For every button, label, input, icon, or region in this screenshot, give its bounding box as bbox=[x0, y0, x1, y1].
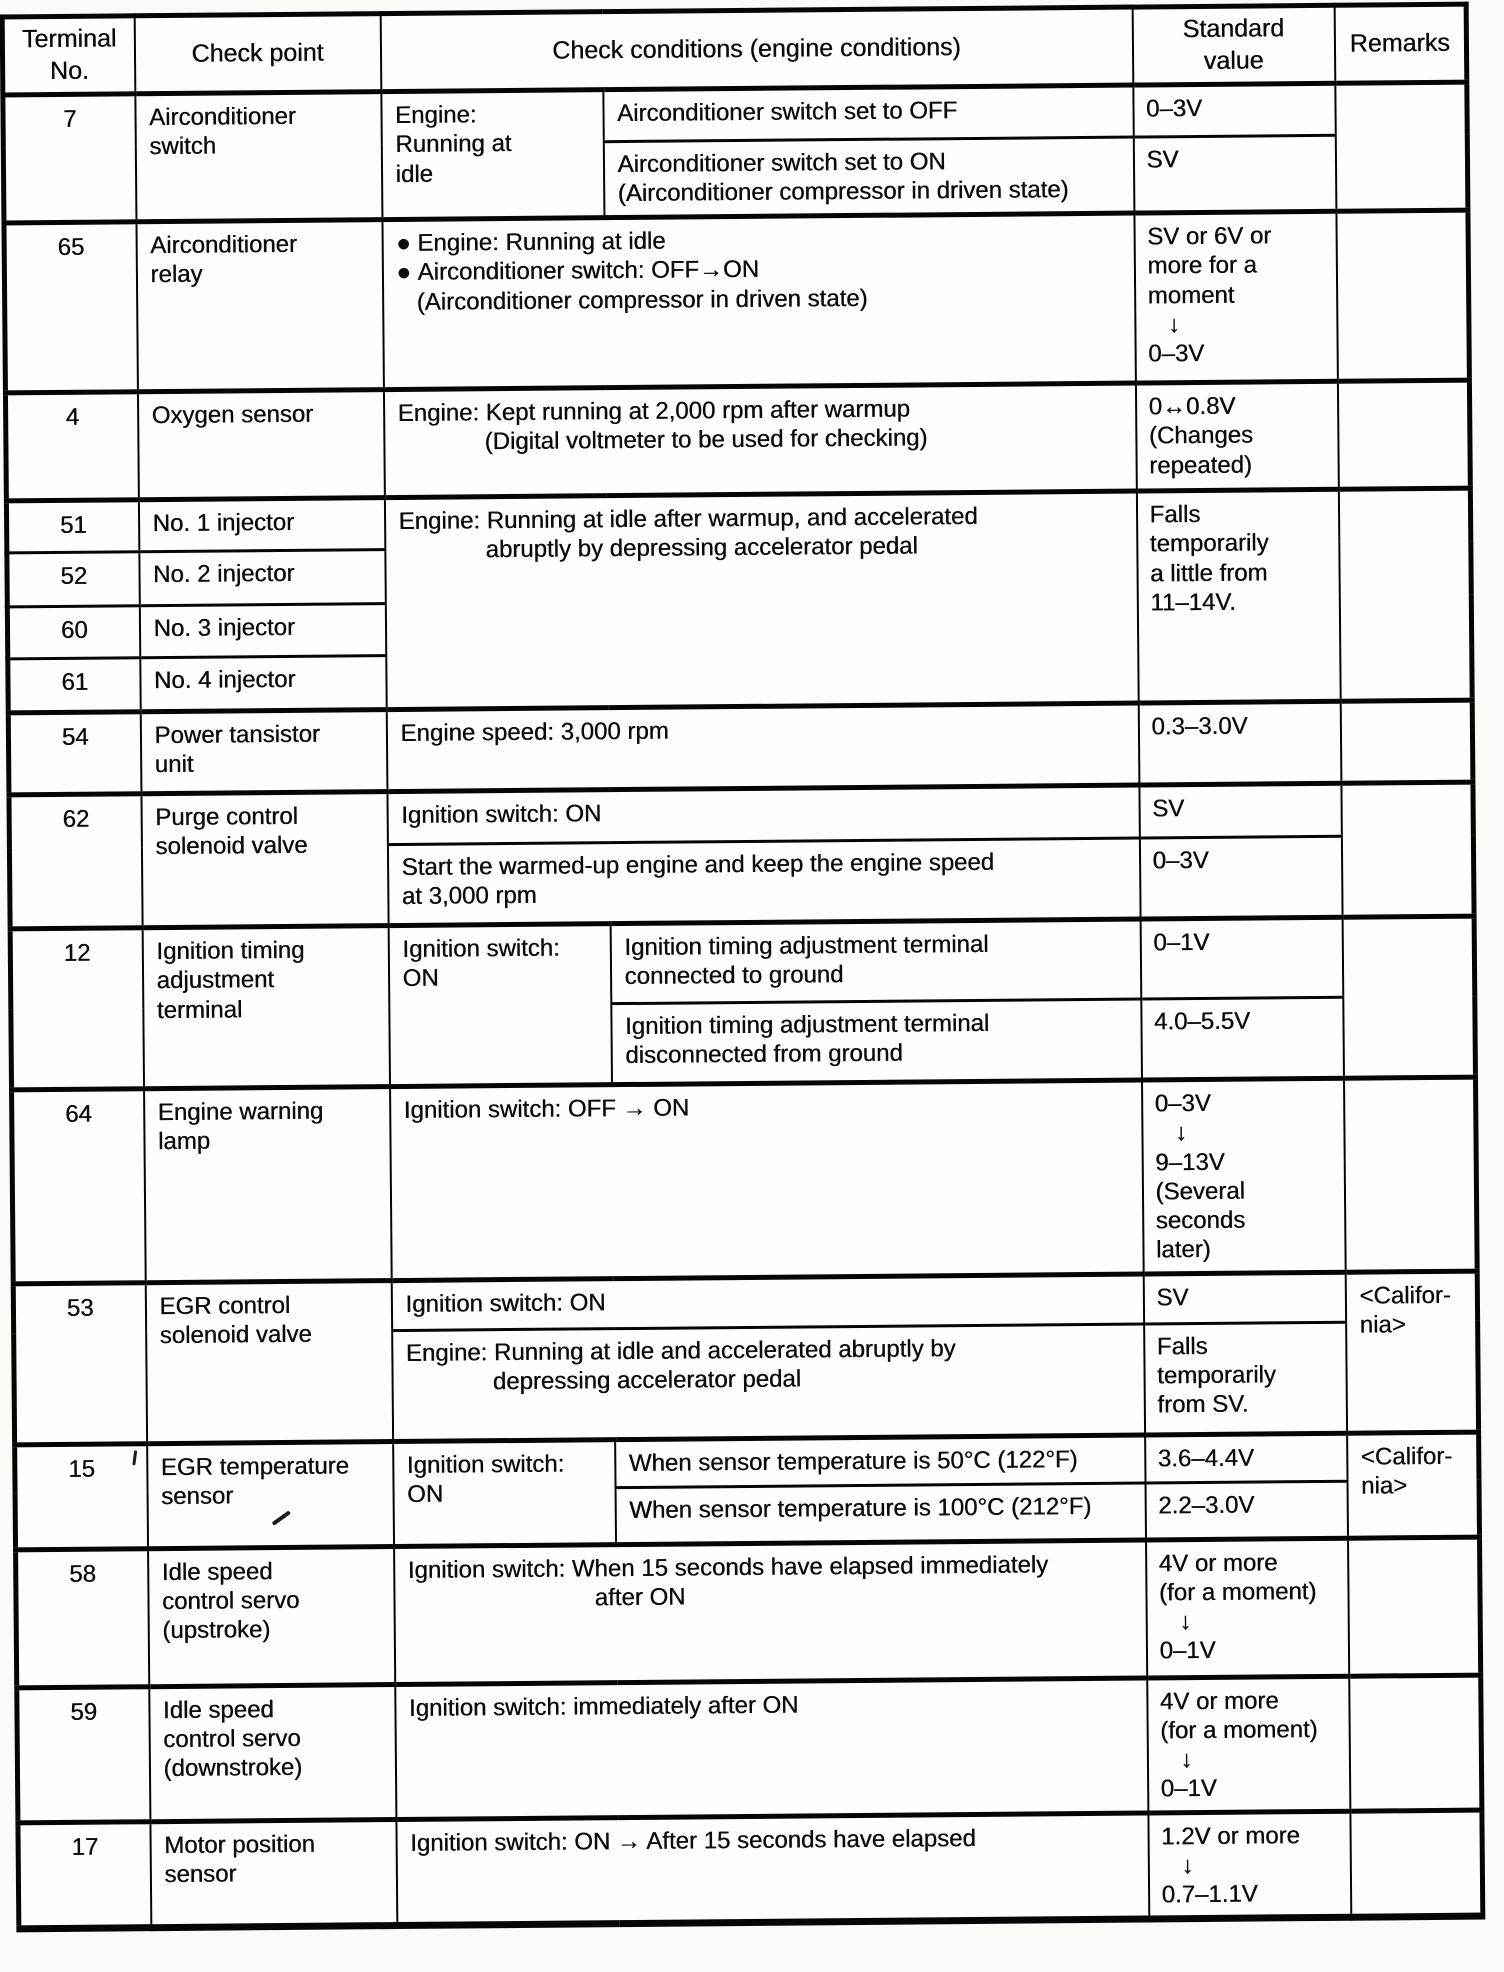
remarks-cell: <Califor- nia> bbox=[1347, 1432, 1480, 1538]
terminal-cell: 62 bbox=[9, 794, 142, 929]
condition-cell: When sensor temperature is 100°C (212°F) bbox=[615, 1483, 1145, 1545]
terminal-cell: 51 bbox=[6, 500, 138, 553]
condition-cell: Ignition switch: immediately after ON bbox=[395, 1678, 1148, 1820]
check-point-cell: Idle speed control servo (downstroke) bbox=[149, 1684, 396, 1821]
check-point-cell: Airconditioner relay bbox=[136, 220, 383, 392]
header-terminal-no: Terminal No. bbox=[2, 16, 135, 95]
check-point-cell: No. 1 injector bbox=[138, 498, 384, 552]
terminal-cell: 17 bbox=[18, 1821, 151, 1929]
standard-value-cell: SV bbox=[1139, 783, 1341, 838]
standard-value-cell: SV or 6V or more for a moment ↓ 0–3V bbox=[1134, 211, 1337, 383]
terminal-cell: 12 bbox=[10, 928, 143, 1090]
condition-cell: Ignition switch: ON bbox=[388, 924, 611, 1087]
condition-cell: ● Engine: Running at idle ● Airconditioner switch: OFF→ON (Airconditioner compressor in driven state) bbox=[382, 213, 1135, 390]
remarks-cell bbox=[1338, 488, 1472, 701]
remarks-cell bbox=[1335, 82, 1468, 211]
terminal-cell: 53 bbox=[13, 1282, 146, 1444]
condition-cell: Engine: Running at idle and accelerated abruptly by depressing accelerator pedal bbox=[392, 1324, 1145, 1442]
condition-cell: Ignition switch: When 15 seconds have elapsed immediately after ON bbox=[394, 1540, 1147, 1685]
condition-cell: When sensor temperature is 50°C (122°F) bbox=[615, 1435, 1145, 1488]
check-point-cell: EGR control solenoid valve bbox=[145, 1280, 392, 1443]
standard-value-cell: 3.6–4.4V bbox=[1145, 1433, 1347, 1483]
condition-cell: Engine speed: 3,000 rpm bbox=[386, 703, 1139, 792]
remarks-cell bbox=[1349, 1675, 1482, 1811]
terminal-cell: 65 bbox=[4, 222, 137, 393]
standard-value-cell: 0–1V bbox=[1140, 917, 1343, 999]
terminal-cell: 7 bbox=[3, 94, 136, 223]
condition-cell: Ignition switch: ON → After 15 seconds have elapsed bbox=[396, 1813, 1149, 1926]
header-check-conditions: Check conditions (engine conditions) bbox=[380, 7, 1133, 92]
standard-value-cell: Falls temporarily a little from 11–14V. bbox=[1136, 489, 1340, 703]
header-remarks: Remarks bbox=[1334, 4, 1467, 83]
terminal-cell: 52 bbox=[7, 552, 139, 607]
terminal-cell: 15 bbox=[15, 1443, 148, 1549]
condition-cell: Ignition switch: ON bbox=[393, 1439, 616, 1546]
condition-cell: Ignition switch: OFF → ON bbox=[390, 1080, 1144, 1280]
condition-cell: Engine: Running at idle bbox=[381, 90, 604, 220]
standard-value-cell: 4V or more (for a moment) ↓ 0–1V bbox=[1146, 1538, 1349, 1678]
check-point-cell: No. 4 injector bbox=[140, 656, 386, 712]
condition-cell: Ignition timing adjustment terminal disconnected from ground bbox=[611, 999, 1142, 1085]
scanned-page bbox=[0, 2, 1485, 1933]
check-point-cell: Airconditioner switch bbox=[135, 92, 382, 222]
check-point-cell: Motor position sensor bbox=[150, 1819, 397, 1928]
remarks-cell bbox=[1348, 1537, 1481, 1676]
remarks-cell bbox=[1341, 782, 1474, 917]
remarks-cell bbox=[1342, 916, 1475, 1078]
header-standard-value: Standard value bbox=[1132, 5, 1335, 85]
terminal-cell: 64 bbox=[12, 1089, 146, 1284]
standard-value-cell: 0–3V bbox=[1133, 83, 1335, 137]
standard-value-cell: 1.2V or more ↓ 0.7–1.1V bbox=[1148, 1811, 1351, 1920]
standard-value-cell: 4V or more (for a moment) ↓ 0–1V bbox=[1147, 1676, 1350, 1813]
check-point-cell: EGR temperature sensor bbox=[147, 1441, 394, 1548]
condition-cell: Ignition switch: ON bbox=[387, 785, 1139, 845]
terminal-cell: 60 bbox=[7, 606, 139, 659]
standard-value-cell: Falls temporarily from SV. bbox=[1144, 1322, 1347, 1435]
standard-value-cell: 0–3V bbox=[1139, 836, 1342, 919]
condition-cell: Start the warmed-up engine and keep the engine speed at 3,000 rpm bbox=[387, 838, 1140, 926]
remarks-cell bbox=[1340, 700, 1473, 783]
remarks-cell bbox=[1337, 380, 1470, 489]
condition-cell: Airconditioner switch set to OFF bbox=[603, 85, 1133, 142]
terminal-cell: 59 bbox=[17, 1686, 150, 1822]
check-point-cell: Engine warning lamp bbox=[144, 1087, 392, 1283]
check-point-cell: Idle speed control servo (upstroke) bbox=[148, 1546, 395, 1686]
standard-value-cell: 2.2–3.0V bbox=[1145, 1481, 1347, 1540]
standard-value-cell: 0–3V ↓ 9–13V (Several seconds later) bbox=[1142, 1078, 1346, 1273]
check-point-cell: No. 2 injector bbox=[139, 550, 385, 606]
condition-cell: Engine: Running at idle after warmup, and accelerated abruptly by depressing accelerator pedal bbox=[384, 491, 1138, 710]
remarks-cell bbox=[1344, 1077, 1478, 1272]
standard-value-cell: SV bbox=[1143, 1272, 1345, 1324]
condition-cell: Ignition switch: ON bbox=[391, 1274, 1143, 1331]
terminal-cell: 58 bbox=[16, 1548, 149, 1687]
standard-value-cell: 0.3–3.0V bbox=[1138, 701, 1341, 785]
condition-cell: Ignition timing adjustment terminal connected to ground bbox=[610, 919, 1141, 1004]
standard-value-cell: SV bbox=[1133, 135, 1336, 213]
terminal-cell: 61 bbox=[8, 658, 140, 713]
check-point-cell: Ignition timing adjustment terminal bbox=[142, 926, 389, 1089]
terminal-cell: 54 bbox=[8, 712, 141, 795]
condition-cell: Airconditioner switch set to ON (Airconditioner compressor in driven state) bbox=[603, 137, 1134, 218]
standard-value-cell: 0↔0.8V (Changes repeated) bbox=[1135, 381, 1338, 491]
header-check-point: Check point bbox=[134, 14, 381, 94]
remarks-cell bbox=[1336, 210, 1469, 381]
check-point-cell: Power tansistor unit bbox=[140, 710, 387, 794]
remarks-cell: <Califor- nia> bbox=[1345, 1271, 1478, 1433]
check-point-cell: Oxygen sensor bbox=[137, 390, 384, 500]
condition-cell: Engine: Kept running at 2,000 rpm after warmup (Digital voltmeter to be used for checking) bbox=[383, 383, 1136, 498]
terminal-cell: 4 bbox=[5, 392, 138, 501]
check-point-cell: Purge control solenoid valve bbox=[141, 792, 388, 928]
remarks-cell bbox=[1350, 1810, 1483, 1918]
check-point-cell: No. 3 injector bbox=[139, 604, 385, 658]
standard-value-cell: 4.0–5.5V bbox=[1141, 997, 1344, 1080]
terminal-check-table bbox=[0, 2, 1485, 1933]
